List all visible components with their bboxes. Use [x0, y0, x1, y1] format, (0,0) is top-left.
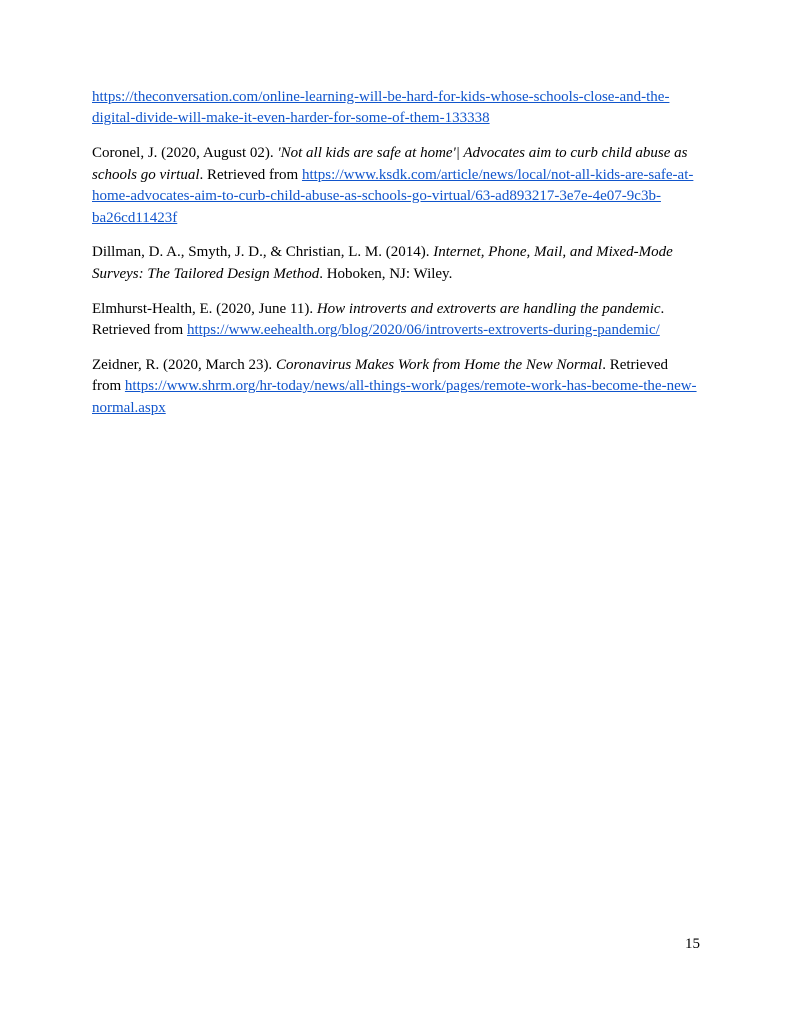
reference-citation-text: . Retrieved from: [199, 166, 302, 183]
reference-citation-text: Coronel, J. (2020, August 02).: [92, 145, 278, 162]
reference-entry: [92, 87, 700, 130]
reference-link[interactable]: https://www.ksdk.com/article/news/local/not-all-kids-are-safe-at-home-advocates-aim-to-curb-child-abuse-as-schools-go-virtual/63-ad893217-3e7e-4e07-9c3b-ba26cd11423f: [92, 166, 694, 226]
reference-citation-text: . Hoboken, NJ: Wiley.: [319, 265, 453, 282]
reference-entry: [92, 242, 700, 285]
reference-title-text: How introverts and extroverts are handling the pandemic: [316, 300, 661, 317]
reference-link[interactable]: https://theconversation.com/online-learning-will-be-hard-for-kids-whose-schools-close-and-the-digital-divide-will-make-it-even-harder-for-some-of-them-133338: [92, 89, 670, 127]
reference-entry: [92, 355, 700, 419]
reference-entry: [92, 143, 700, 229]
reference-citation-text: Elmhurst-Health, E. (2020, June 11).: [92, 300, 317, 317]
reference-title-text: Coronavirus Makes Work from Home the New Normal: [275, 357, 603, 374]
references-list: [92, 87, 700, 433]
reference-citation-text: Zeidner, R. (2020, March 23).: [92, 357, 276, 374]
reference-citation-text: Dillman, D. A., Smyth, J. D., & Christian, L. M. (2014).: [92, 244, 434, 261]
reference-citation-text: . Retrieved from: [92, 357, 668, 395]
reference-citation-text: . Retrieved from: [92, 300, 665, 339]
page-number: 15: [685, 936, 700, 952]
reference-link[interactable]: https://www.eehealth.org/blog/2020/06/introverts-extroverts-during-pandemic/: [186, 322, 660, 339]
reference-title-text: Internet, Phone, Mail, and Mixed-Mode Surveys: The Tailored Design Method: [92, 244, 673, 282]
reference-entry: [92, 299, 700, 342]
reference-link[interactable]: https://www.shrm.org/hr-today/news/all-things-work/pages/remote-work-has-become-the-new-normal.aspx: [92, 378, 697, 416]
reference-title-text: 'Not all kids are safe at home'| Advocates aim to curb child abuse as schools go virtual: [92, 145, 688, 183]
